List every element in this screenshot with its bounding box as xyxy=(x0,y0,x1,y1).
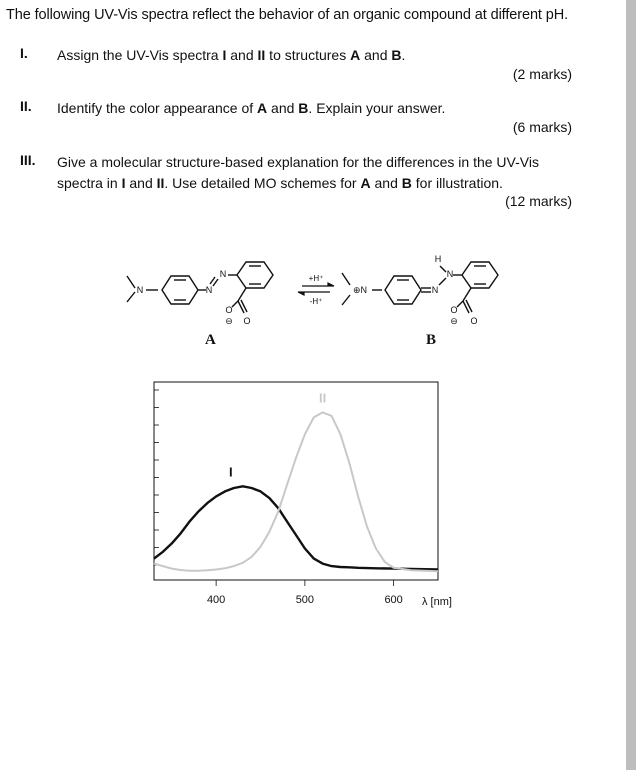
x-tick-label: 400 xyxy=(206,594,226,606)
plot-frame xyxy=(154,382,438,580)
y-axis-ticks xyxy=(154,390,159,565)
structure-label-a: A xyxy=(205,332,216,348)
question-2-number: II. xyxy=(20,98,32,114)
question-1-marks: (2 marks) xyxy=(512,66,572,82)
question-3-marks: (12 marks) xyxy=(505,193,572,209)
atom-n-a2: N xyxy=(205,285,213,295)
series-line-II xyxy=(154,412,438,571)
x-axis-ticks xyxy=(216,580,394,586)
x-tick-labels xyxy=(207,594,403,606)
page-edge xyxy=(626,0,636,770)
atom-n-plus-b: ⊕N xyxy=(352,285,368,295)
x-unit-label: λ [nm] xyxy=(422,596,452,608)
intro-text: The following UV-Vis spectra reflect the behavior of an organic compound at different pH. xyxy=(6,7,569,23)
series-label-I: I xyxy=(228,464,233,480)
x-tick-label: 600 xyxy=(384,594,403,606)
question-1-number: I. xyxy=(20,45,28,61)
atom-h-b: H xyxy=(434,254,442,264)
atom-o-a2: O xyxy=(243,316,251,326)
atom-n-b1: N xyxy=(431,285,439,295)
atom-n-b2: N xyxy=(446,269,454,279)
atom-n-a1: N xyxy=(136,285,144,295)
question-2-marks: (6 marks) xyxy=(512,119,572,135)
x-tick-label: 500 xyxy=(295,594,315,606)
atom-o-b1: O xyxy=(450,305,458,315)
series-labels xyxy=(229,390,326,479)
series-line-I xyxy=(154,486,438,569)
question-3-text: Give a molecular structure-based explanation for the differences in the UV-Vis spectra in I and II. Use detailed MO schemes for A and B for illustration. xyxy=(57,154,539,191)
question-1-text: Assign the UV-Vis spectra I and II to structures A and B. xyxy=(57,47,406,63)
charge-minus-a: ⊖ xyxy=(225,316,233,326)
equilibrium-arrows xyxy=(298,283,334,295)
reaction-scheme xyxy=(110,245,530,340)
arrow-label-forward: +H⁺ xyxy=(308,274,324,283)
arrow-label-back: -H⁺ xyxy=(309,297,323,306)
charge-minus-b: ⊖ xyxy=(450,316,458,326)
uv-vis-chart xyxy=(140,370,470,620)
question-3-number: III. xyxy=(20,152,36,168)
series-layer xyxy=(154,412,438,571)
series-label-II: II xyxy=(319,390,327,406)
atom-o-a1: O xyxy=(225,305,233,315)
atom-n-a3: N xyxy=(219,269,227,279)
structure-label-b: B xyxy=(426,332,437,348)
question-2-text: Identify the color appearance of A and B. Explain your answer. xyxy=(57,100,446,116)
atom-o-b2: O xyxy=(470,316,478,326)
